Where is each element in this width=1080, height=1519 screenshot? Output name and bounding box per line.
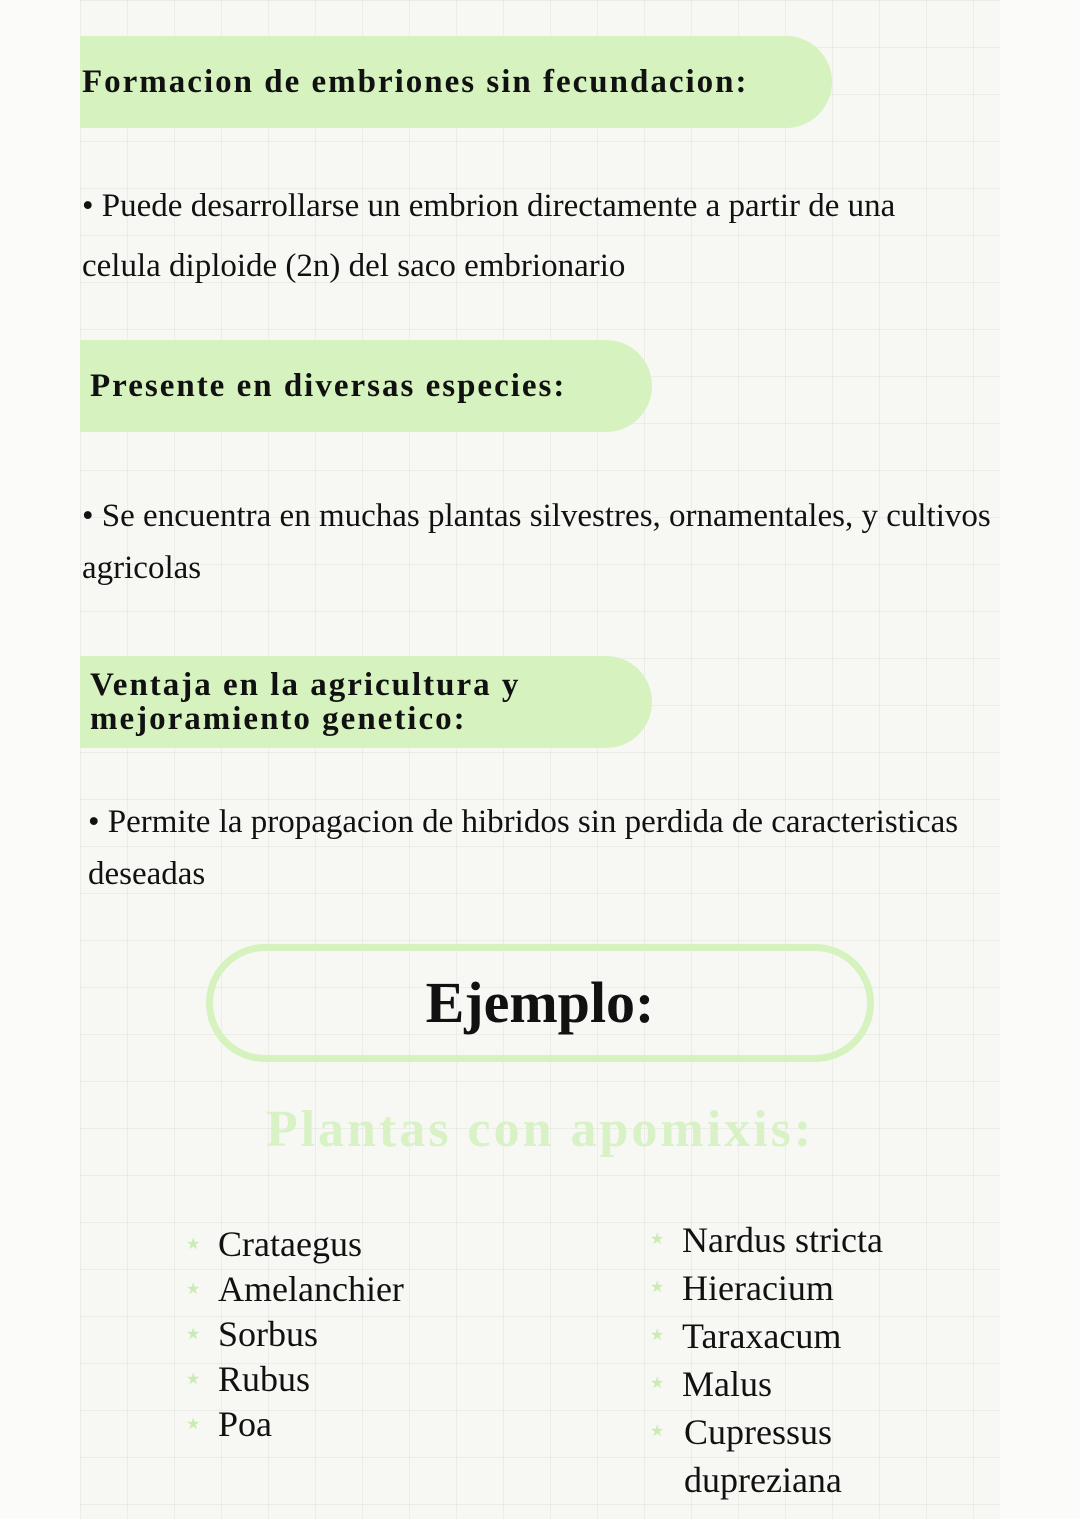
- star-icon: ★: [186, 1416, 201, 1433]
- list-item: [186, 1222, 404, 1267]
- list-item: [186, 1267, 404, 1312]
- plant-list-left: [186, 1222, 404, 1447]
- plant-name: Cupressus dupreziana: [684, 1412, 842, 1500]
- section-heading: Ventaja en la agricultura y mejoramiento genetico:: [80, 656, 652, 748]
- plant-name: Nardus stricta: [682, 1220, 883, 1260]
- plant-name: Malus: [682, 1364, 772, 1404]
- list-item: [650, 1264, 910, 1312]
- list-item: [186, 1357, 404, 1402]
- plant-list-right: [650, 1216, 910, 1504]
- star-icon: ★: [650, 1279, 665, 1296]
- example-subtitle: Plantas con apomixis:: [265, 1101, 815, 1158]
- star-icon: ★: [186, 1281, 201, 1298]
- plant-name: Poa: [218, 1404, 272, 1444]
- list-item: [650, 1216, 910, 1264]
- star-icon: ★: [650, 1327, 665, 1344]
- section-text: • Permite la propagacion de hibridos sin perdida de caracteristicas deseadas: [88, 804, 959, 892]
- star-icon: ★: [186, 1236, 201, 1253]
- star-icon: ★: [650, 1375, 665, 1392]
- section-text: • Se encuentra en muchas plantas silvestres, ornamentales, y cultivos agricolas: [82, 498, 991, 586]
- section-heading: Presente en diversas especies:: [80, 340, 652, 432]
- list-item: [650, 1312, 910, 1360]
- list-item: [186, 1312, 404, 1357]
- star-icon: ★: [650, 1423, 665, 1440]
- plant-name: Amelanchier: [218, 1269, 404, 1309]
- plant-name: Hieracium: [682, 1268, 834, 1308]
- star-icon: ★: [186, 1371, 201, 1388]
- list-item: [186, 1402, 404, 1447]
- list-item: [650, 1360, 910, 1408]
- plant-name: Rubus: [218, 1359, 311, 1399]
- plant-name: Sorbus: [218, 1314, 319, 1354]
- star-icon: ★: [186, 1326, 201, 1343]
- example-label: Ejemplo:: [206, 944, 874, 1062]
- list-item: [650, 1408, 910, 1504]
- section-text: • Puede desarrollarse un embrion directamente a partir de una celula diploide (2n) del saco embrionario: [82, 188, 896, 284]
- plant-name: Taraxacum: [682, 1316, 842, 1356]
- section-heading: Formacion de embriones sin fecundacion:: [80, 36, 832, 128]
- star-icon: ★: [650, 1231, 665, 1248]
- plant-name: Crataegus: [218, 1224, 362, 1264]
